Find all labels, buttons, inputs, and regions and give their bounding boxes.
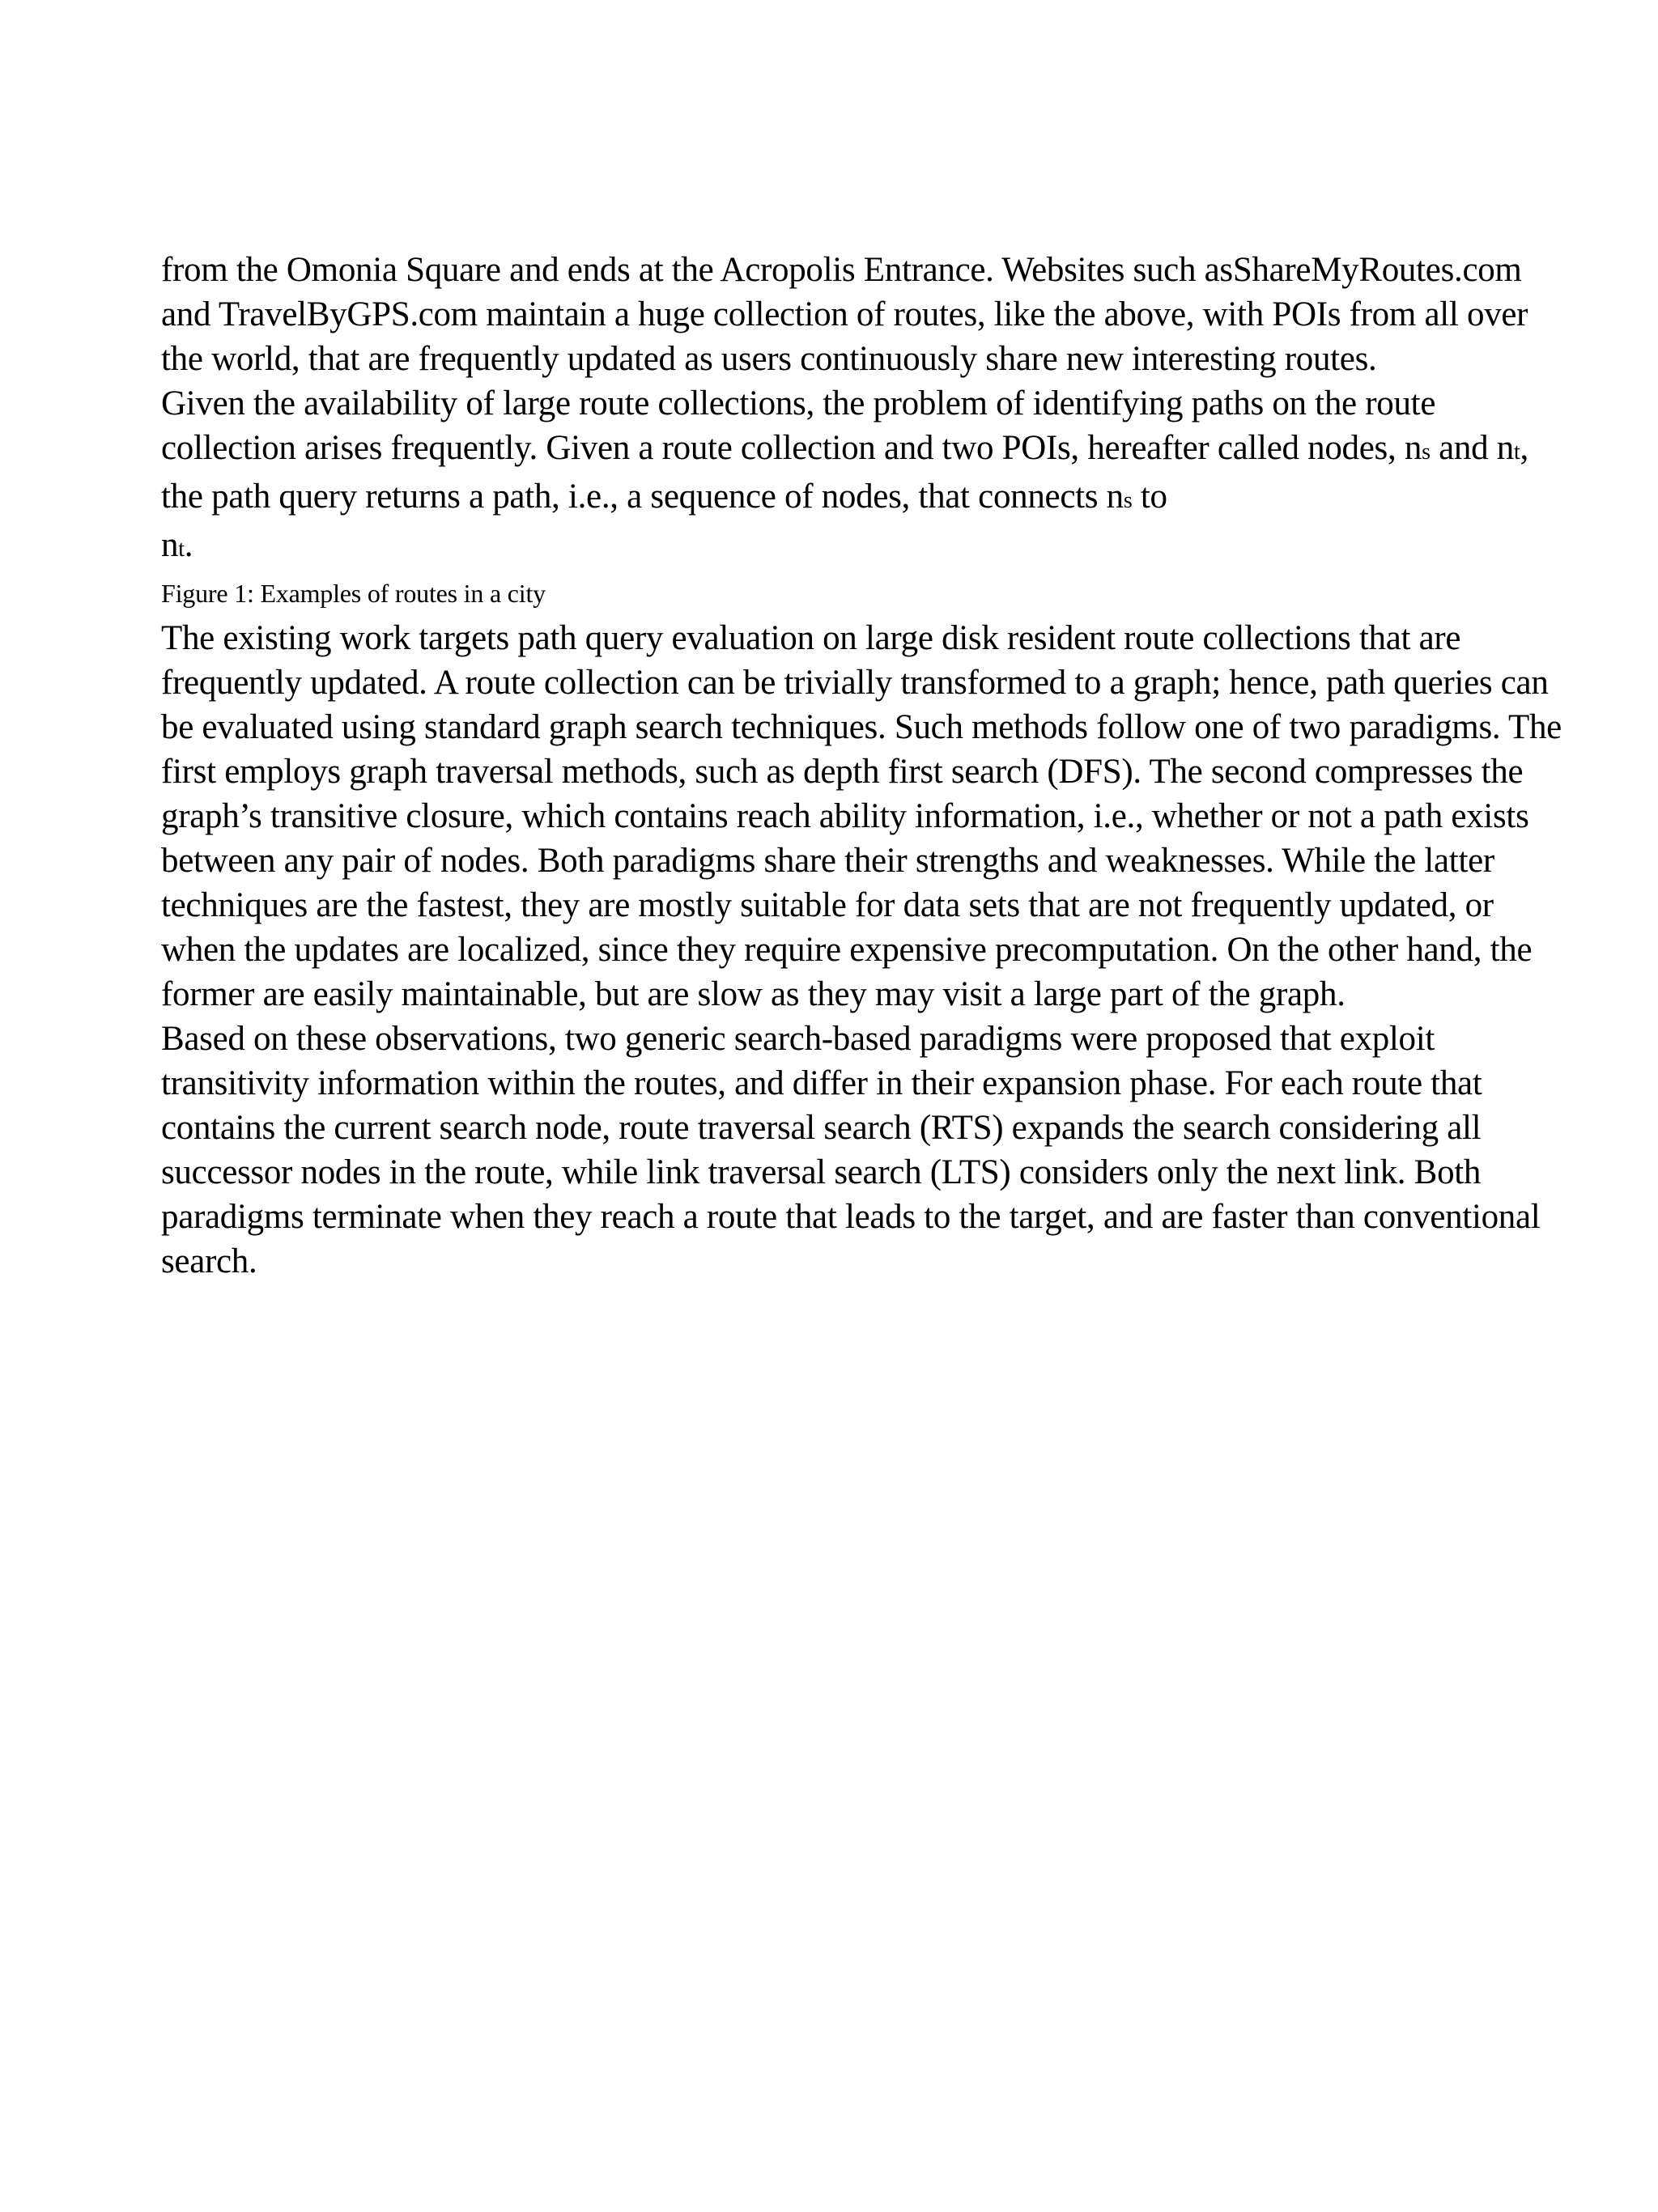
paragraph-search-paradigms: Based on these observations, two generic search-based paradigms were proposed that exploit transitivity information within the routes, and differ in their expansion phase. For each route that contains the current search node, route traversal search (RTS) expands the search considering all successor nodes in the route, while link traversal search (LTS) considers only the next link. Both paradigms terminate when they reach a route that leads to the target, and are faster than conventional search.	[161, 1020, 1541, 1280]
figure-caption: Figure 1: Examples of routes in a city	[161, 579, 546, 608]
path-query-text-c: , the path query returns a path, i.e., a sequence of nodes, that connects n	[161, 429, 1528, 516]
node-n: n	[161, 526, 179, 564]
subscript-t-2: t	[178, 537, 185, 562]
paragraph-path-query	[161, 381, 1570, 571]
document-page	[161, 248, 1570, 1284]
path-query-last-line	[161, 523, 1570, 571]
paragraph-routes-websites: from the Omonia Square and ends at the Acropolis Entrance. Websites such asShareMyRoutes.com and TravelByGPS.com maintain a huge collection of routes, like the above, with POIs from all over the world, that are frequently updated as users continuously share new interesting routes.	[161, 251, 1528, 378]
subscript-s: s	[1422, 439, 1431, 465]
paragraph-existing-work: The existing work targets path query evaluation on large disk resident route collections that are frequently updated. A route collection can be trivially transformed to a graph; hence, path queries can be evaluated using standard graph search techniques. Such methods follow one of two paradigms. The first employs graph traversal methods, such as depth first search (DFS). The second compresses the graph’s transitive closure, which contains reach ability information, i.e., whether or not a path exists between any pair of nodes. Both paradigms share their strengths and weaknesses. While the latter techniques are the fastest, they are mostly suitable for data sets that are not frequently updated, or when the updates are localized, since they require expensive precomputation. On the other hand, the former are easily maintainable, but are slow as they may visit a large part of the graph.	[161, 619, 1562, 1013]
path-query-text-a: Given the availability of large route collections, the problem of identifying paths on the route collection arises frequently. Given a route collection and two POIs, hereafter called nodes, n	[161, 384, 1436, 467]
subscript-s-2: s	[1123, 488, 1133, 513]
path-query-text-b: and n	[1430, 429, 1514, 467]
period: .	[184, 526, 193, 564]
path-query-text-d: to	[1132, 478, 1167, 516]
subscript-t: t	[1513, 439, 1520, 465]
